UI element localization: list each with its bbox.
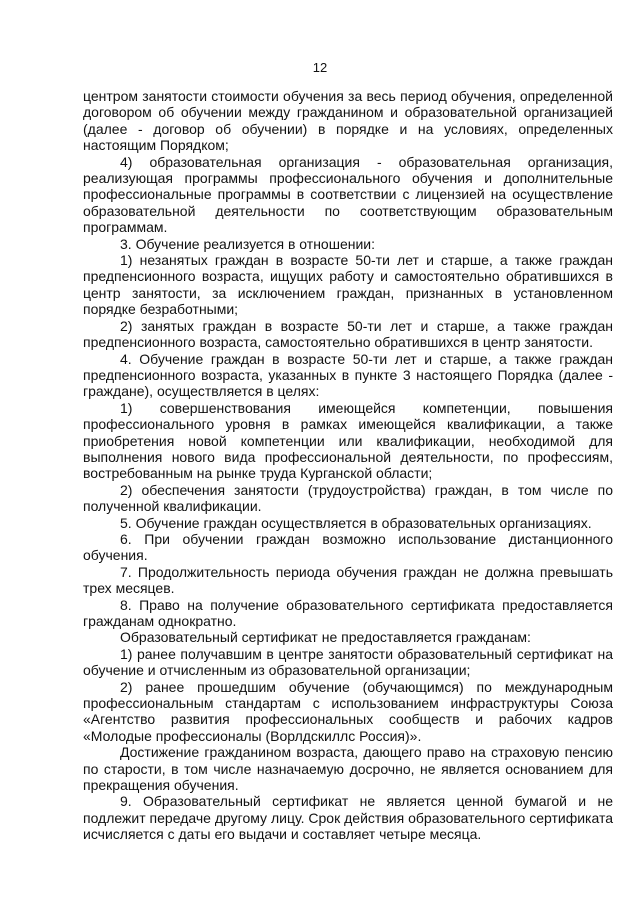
paragraph: 3. Обучение реализуется в отношении: (120, 235, 375, 252)
paragraph: 2) обеспечения занятости (трудоустройства) граждан, в том числе по полученной квалификации. (83, 481, 613, 515)
paragraph: Достижение гражданином возраста, дающего право на страховую пенсию по старости, в том числе назначаемую досрочно, не является основанием для прекращения обучения. (83, 744, 613, 794)
paragraph: 1) ранее получавшим в центре занятости образовательный сертификат на обучение и отчисленным из образовательной организации; (83, 645, 613, 679)
paragraph: 4) образовательная организация - образовательная организация, реализующая программы профессионального обучения и дополнительные профессиональные программы в соответствии с лицензией на осуществление образовательной деятельности по соответствующим образовательным программам. (83, 153, 613, 236)
paragraph: 9. Образовательный сертификат не является ценной бумагой и не подлежит передаче другому лицу. Срок действия образовательного сертификата исчисляется с даты его выдачи и составляет четыре месяца. (83, 793, 613, 843)
paragraph: 2) ранее прошедшим обучение (обучающимся) по международным профессиональным стандартам с использованием инфраструктуры Союза «Агентство развития профессиональных сообществ и рабочих кадров «Молодые профессионалы (Ворлдскиллс Россия)». (83, 678, 613, 744)
paragraph: 1) незанятых граждан в возрасте 50-ти лет и старше, а также граждан предпенсионного возраста, ищущих работу и самостоятельно обратившихся в центр занятости, за исключением граждан, признанных в установленном порядке безработными; (83, 252, 613, 318)
paragraph: 2) занятых граждан в возрасте 50-ти лет и старше, а также граждан предпенсионного возраста, самостоятельно обратившихся в центр занятости. (83, 317, 613, 351)
paragraph: 7. Продолжительность периода обучения граждан не должна превышать трех месяцев. (83, 563, 613, 597)
paragraph: 1) совершенствования имеющейся компетенции, повышения профессионального уровня в рамках имеющейся квалификации, а также приобретения новой компетенции или квалификации, необходимой для выполнения нового вида профессиональной деятельности, по профессиям, востребованным на рынке труда Курганской области; (83, 399, 613, 482)
paragraph: центром занятости стоимости обучения за весь период обучения, определенной договором об обучении между гражданином и образовательной организацией (далее - договор об обучении) в порядке и на условиях, определенных настоящим Порядком; (83, 88, 613, 154)
paragraph: 8. Право на получение образовательного сертификата предоставляется гражданам однократно. (83, 596, 613, 629)
paragraph: 5. Обучение граждан осуществляется в образовательных организациях. (120, 514, 592, 531)
paragraph: 6. При обучении граждан возможно использование дистанционного обучения. (83, 530, 613, 564)
paragraph: Образовательный сертификат не предоставляется гражданам: (120, 629, 531, 646)
document-body (83, 88, 613, 843)
page-number: 12 (312, 60, 328, 75)
paragraph: 4. Обучение граждан в возрасте 50-ти лет и старше, а также граждан предпенсионного возраста, указанных в пункте 3 настоящего Порядка (далее - граждане), осуществляется в целях: (83, 350, 613, 400)
